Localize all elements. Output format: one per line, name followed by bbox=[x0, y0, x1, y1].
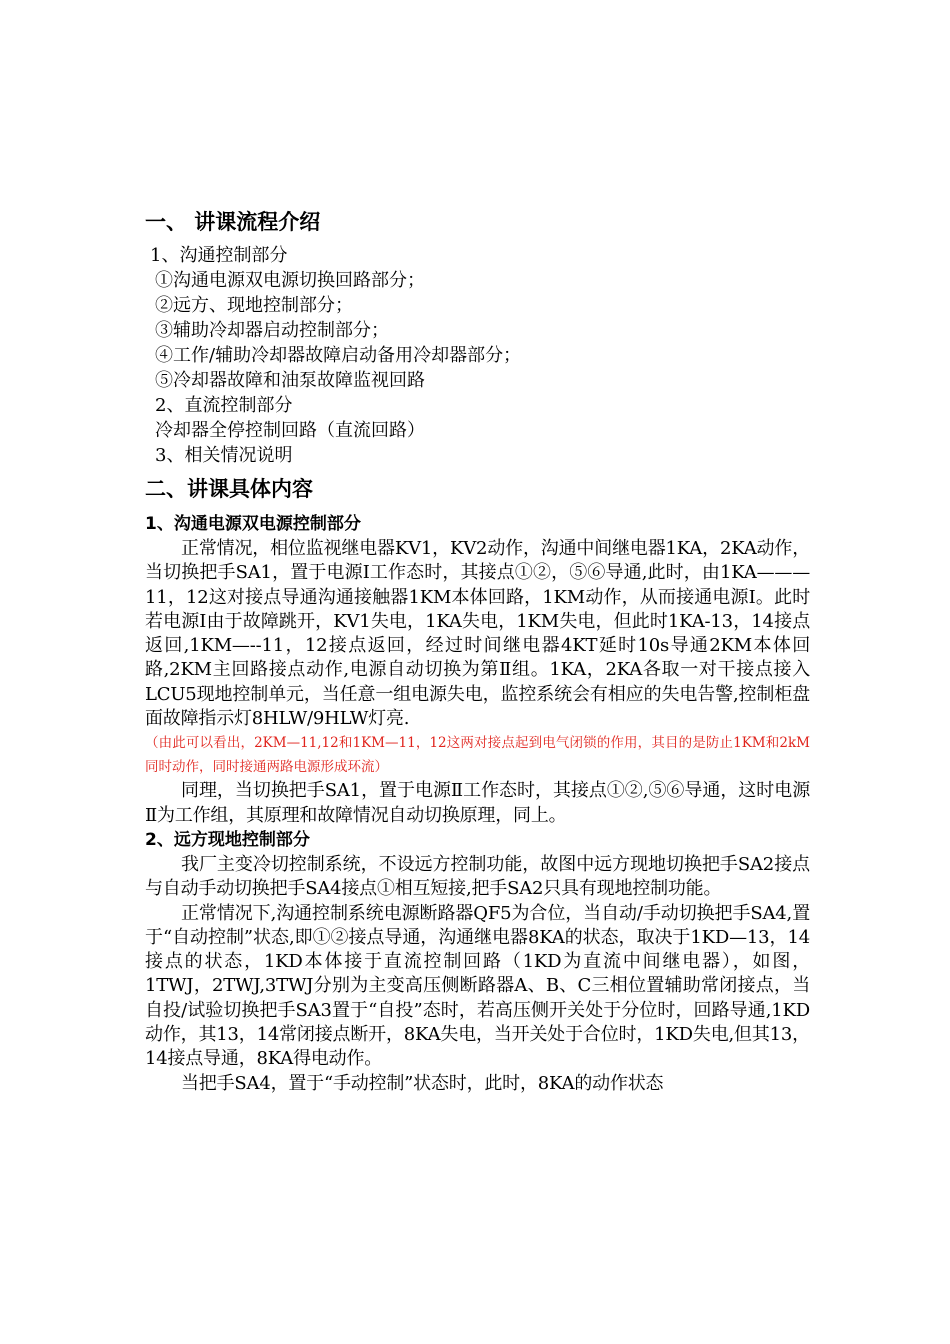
outline-item: ②远方、现地控制部分； bbox=[155, 295, 353, 316]
outline-item: ③辅助冷却器启动控制部分； bbox=[155, 320, 389, 341]
section2-heading: 二、讲课具体内容 bbox=[145, 477, 313, 501]
body-paragraph: 正常情况，相位监视继电器KV1，KV2动作，沟通中间继电器1KA，2KA动作，当切换把手SA1，置于电源Ⅰ工作态时，其接点①②，⑤⑥导通,此时，由1KA———11，12这对接点导通沟通接触器1KM本体回路，1KM动作，从而接通电源Ⅰ。此时若电源Ⅰ由于故障跳开，KV1失电，1KA失电，1KM失电，但此时1KA-13，14接点返回,1KM—--11，12接点返回，经过时间继电器4KT延时10s导通2KM本体回路,2KM主回路接点动作,电源自动切换为第Ⅱ组。1KA，2KA各取一对干接点接入LCU5现地控制单元，当任意一组电源失电，监控系统会有相应的失电告警,控制柜盘面故障指示灯8HLW/9HLW灯亮. bbox=[145, 538, 810, 730]
subsection2-heading: 2、远方现地控制部分 bbox=[145, 829, 310, 850]
outline-item: 3、相关情况说明 bbox=[155, 445, 293, 466]
outline-item: ⑤冷却器故障和油泵故障监视回路 bbox=[155, 370, 425, 391]
outline-item: ④工作/辅助冷却器故障启动备用冷却器部分； bbox=[155, 345, 522, 366]
outline-item: 2、直流控制部分 bbox=[155, 395, 293, 416]
document-page bbox=[145, 205, 810, 1096]
outline-list bbox=[145, 243, 810, 468]
red-note: （由此可以看出，2KM—11,12和1KM—11，12这两对接点起到电气闭锁的作用，其目的是防止1KM和2kM同时动作，同时接通两路电源形成环流） bbox=[145, 735, 810, 776]
body-paragraph: 当把手SA4，置于“手动控制”状态时，此时，8KA的动作状态 bbox=[181, 1072, 664, 1094]
subsection1-heading: 1、沟通电源双电源控制部分 bbox=[145, 514, 361, 534]
body-paragraph: 同理，当切换把手SA1，置于电源Ⅱ工作态时，其接点①②,⑤⑥导通，这时电源Ⅱ为工作组，其原理和故障情况自动切换原理，同上。 bbox=[145, 780, 810, 826]
body-paragraph: 我厂主变冷切控制系统，不设远方控制功能，故图中远方现地切换把手SA2接点与自动手动切换把手SA4接点①相互短接,把手SA2只具有现地控制功能。 bbox=[145, 853, 810, 900]
outline-item: 1、沟通控制部分 bbox=[150, 245, 288, 266]
body-paragraph: 正常情况下,沟通控制系统电源断路器QF5为合位，当自动/手动切换把手SA4,置于“自动控制”状态,即①②接点导通，沟通继电器8KA的状态，取决于1KD—13，14接点的状态，1KD本体接于直流控制回路（1KD为直流中间继电器），如图，1TWJ，2TWJ,3TWJ分别为主变高压侧断路器A、B、C三相位置辅助常闭接点，当自投/试验切换把手SA3置于“自投”态时，若高压侧开关处于分位时，回路导通,1KD动作，其13，14常闭接点断开，8KA失电，当开关处于合位时，1KD失电,但其13，14接点导通，8KA得电动作。 bbox=[145, 902, 810, 1070]
outline-item: ①沟通电源双电源切换回路部分； bbox=[155, 270, 425, 291]
outline-item: 冷却器全停控制回路（直流回路） bbox=[155, 420, 425, 441]
section1-heading: 一、 讲课流程介绍 bbox=[145, 210, 321, 234]
